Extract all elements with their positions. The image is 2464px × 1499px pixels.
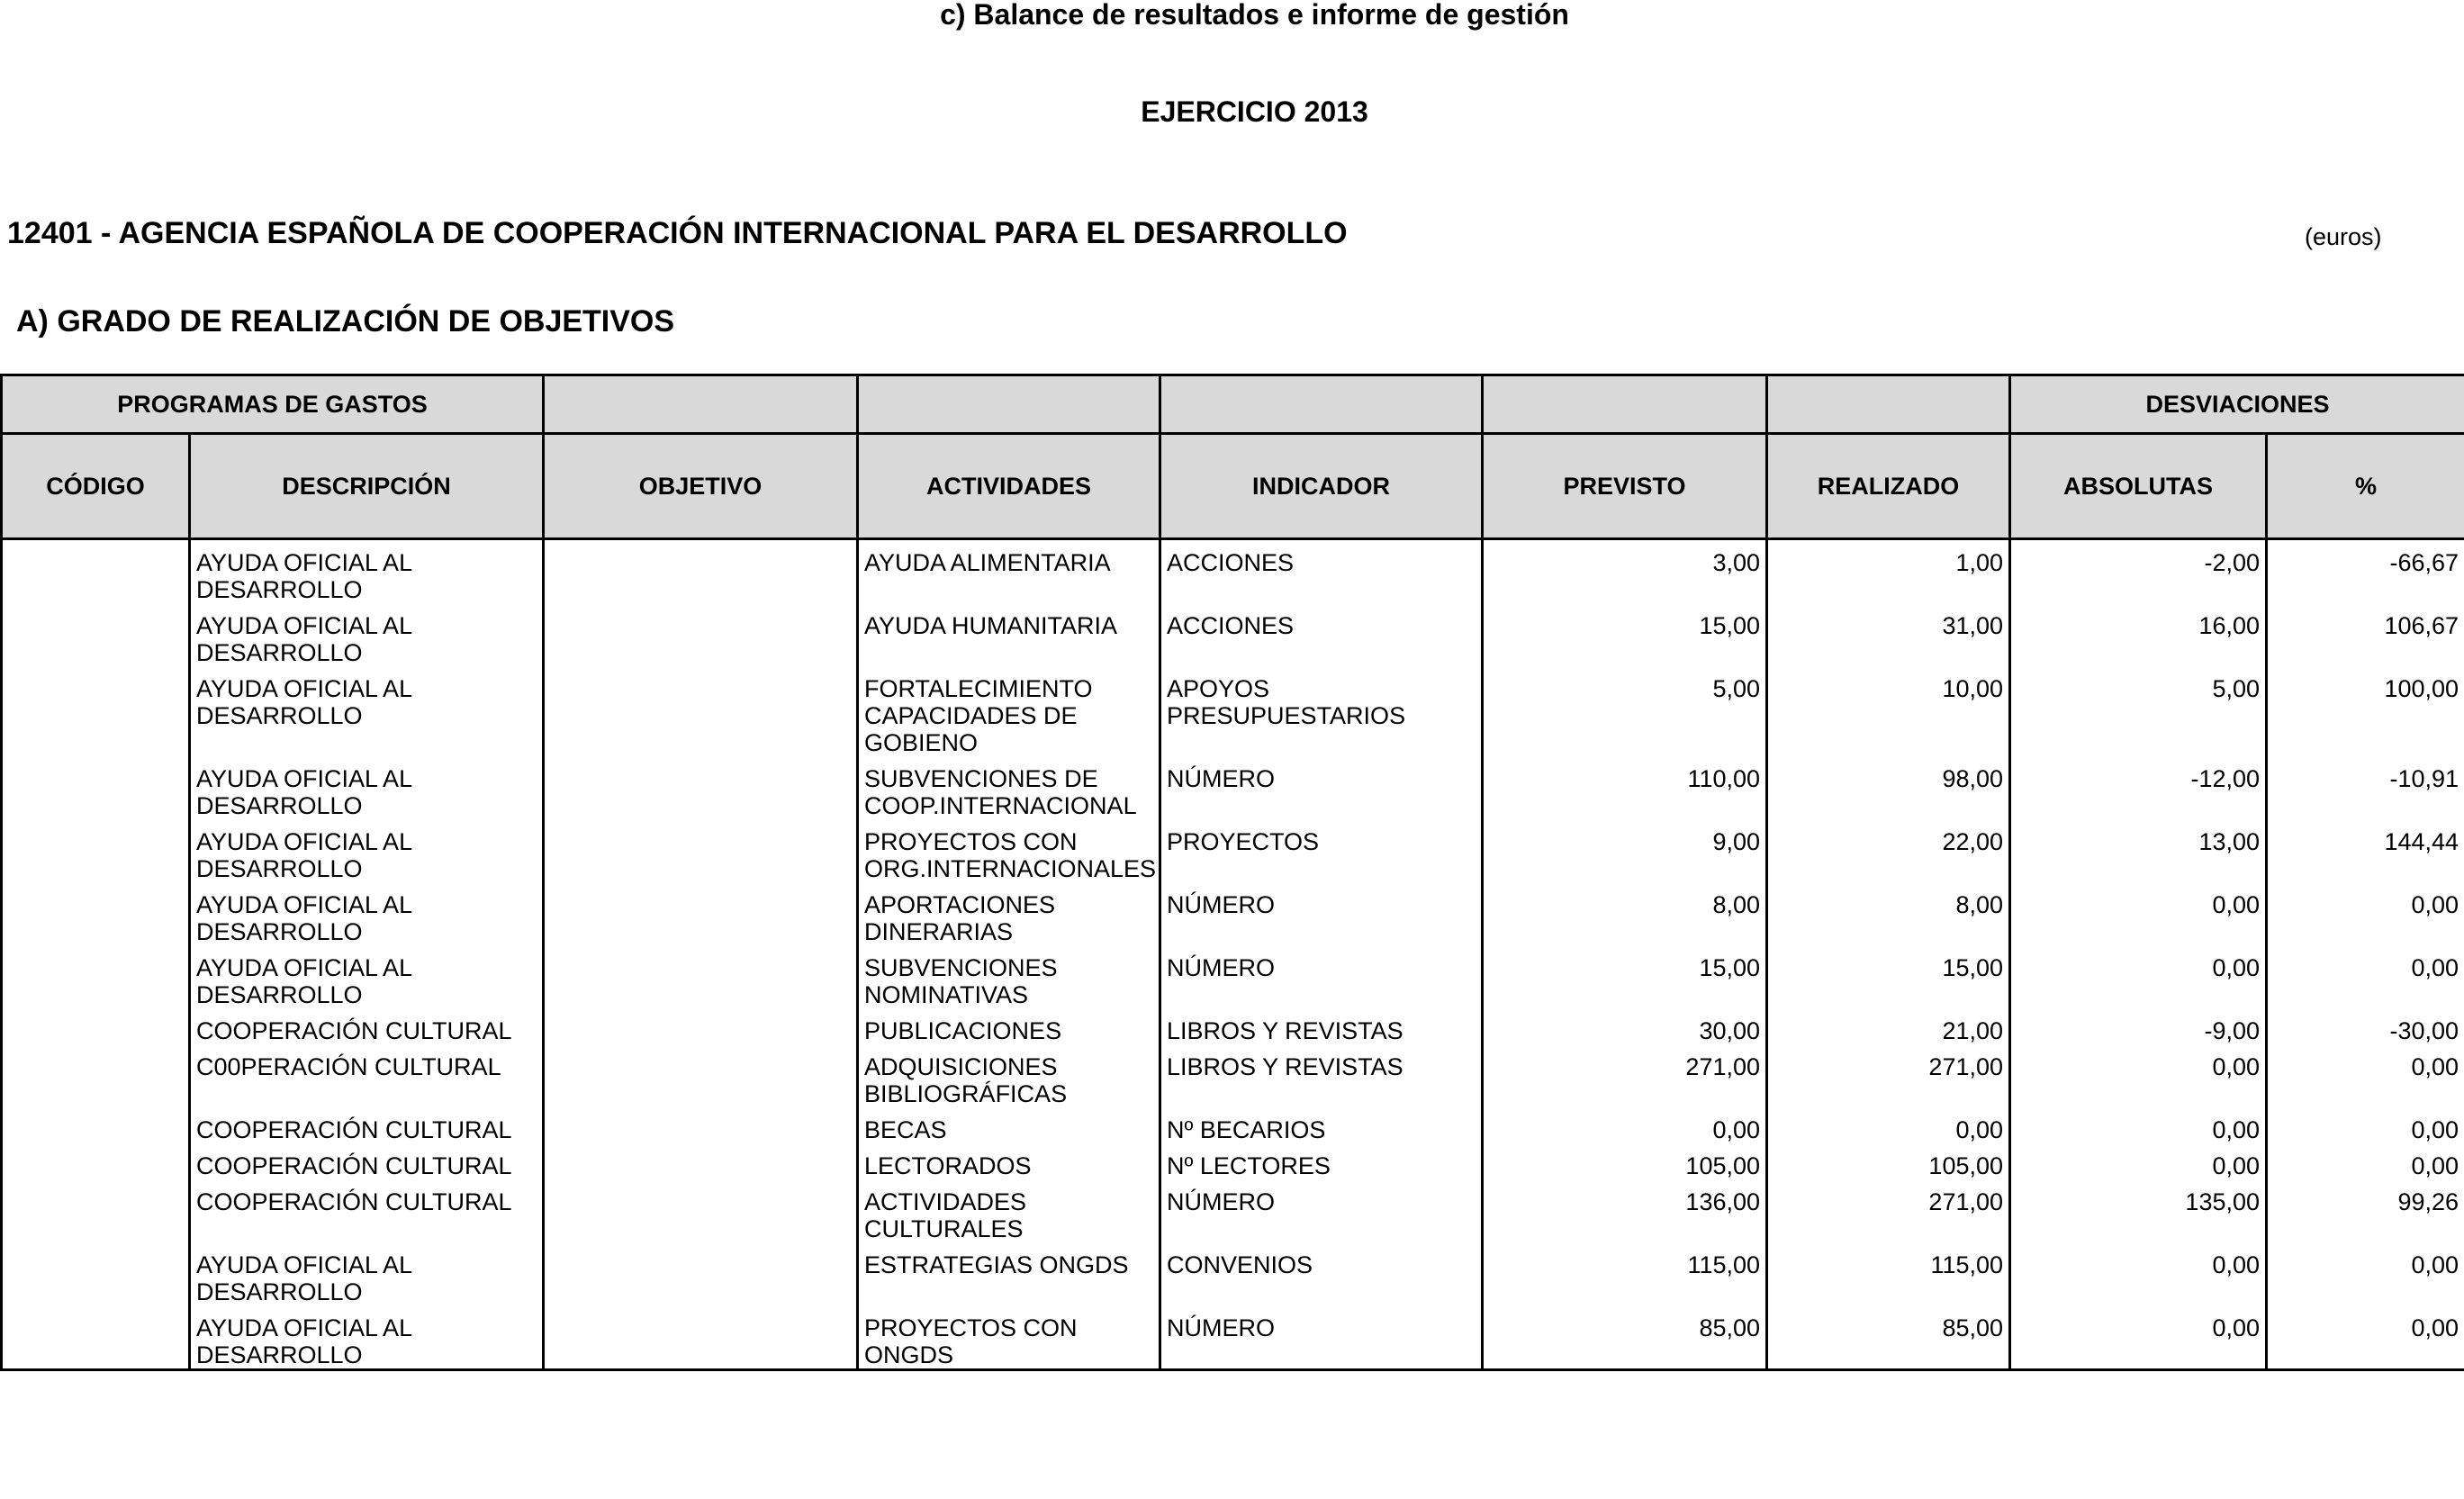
table-row: [2, 945, 2464, 1008]
fiscal-year-heading: EJERCICIO 2013: [1141, 95, 1368, 128]
cell-realizado: 15,00: [1767, 945, 2010, 1008]
table-row: [2, 1044, 2464, 1107]
cell-codigo: [2, 1305, 190, 1370]
cell-objetivo: [544, 666, 858, 756]
cell-codigo: [2, 1044, 190, 1107]
column-header-percent: %: [2267, 434, 2464, 539]
cell-descripcion: AYUDA OFICIAL AL DESARROLLO: [190, 1242, 544, 1305]
cell-objetivo: [544, 1242, 858, 1305]
cell-descripcion: AYUDA OFICIAL AL DESARROLLO: [190, 539, 544, 604]
cell-previsto: 85,00: [1483, 1305, 1767, 1370]
cell-indicador: NÚMERO: [1160, 945, 1483, 1008]
cell-descripcion: AYUDA OFICIAL AL DESARROLLO: [190, 666, 544, 756]
cell-indicador: NÚMERO: [1160, 756, 1483, 819]
cell-objetivo: [544, 756, 858, 819]
cell-codigo: [2, 1107, 190, 1143]
cell-actividades: SUBVENCIONES DE COOP.INTERNACIONAL: [858, 756, 1160, 819]
cell-actividades: ADQUISICIONES BIBLIOGRÁFICAS: [858, 1044, 1160, 1107]
cell-absolutas: 0,00: [2010, 1044, 2267, 1107]
cell-descripcion: COOPERACIÓN CULTURAL: [190, 1179, 544, 1242]
cell-codigo: [2, 603, 190, 666]
cell-previsto: 110,00: [1483, 756, 1767, 819]
cell-codigo: [2, 1179, 190, 1242]
table-row: [2, 1107, 2464, 1143]
cell-objetivo: [544, 1008, 858, 1044]
cell-previsto: 271,00: [1483, 1044, 1767, 1107]
cell-previsto: 136,00: [1483, 1179, 1767, 1242]
cell-absolutas: 0,00: [2010, 1107, 2267, 1143]
cell-objetivo: [544, 1143, 858, 1179]
section-heading: A) GRADO DE REALIZACIÓN DE OBJETIVOS: [16, 304, 675, 339]
cell-codigo: [2, 756, 190, 819]
table-row: [2, 1143, 2464, 1179]
entity-heading: 12401 - AGENCIA ESPAÑOLA DE COOPERACIÓN INTERNACIONAL PARA EL DESARROLLO: [7, 216, 1348, 250]
column-header-actividades: ACTIVIDADES: [858, 434, 1160, 539]
cell-pct: 0,00: [2267, 1305, 2464, 1370]
empty-group-header: [1160, 375, 1483, 434]
cell-actividades: ACTIVIDADES CULTURALES: [858, 1179, 1160, 1242]
cell-codigo: [2, 1008, 190, 1044]
cell-indicador: Nº BECARIOS: [1160, 1107, 1483, 1143]
cell-objetivo: [544, 1107, 858, 1143]
table-row: [2, 666, 2464, 756]
cell-descripcion: AYUDA OFICIAL AL DESARROLLO: [190, 882, 544, 945]
cell-pct: 99,26: [2267, 1179, 2464, 1242]
cell-realizado: 31,00: [1767, 603, 2010, 666]
cell-pct: 0,00: [2267, 1044, 2464, 1107]
cell-indicador: ACCIONES: [1160, 603, 1483, 666]
column-header-previsto: PREVISTO: [1483, 434, 1767, 539]
cell-indicador: Nº LECTORES: [1160, 1143, 1483, 1179]
cell-actividades: PUBLICACIONES: [858, 1008, 1160, 1044]
cell-previsto: 5,00: [1483, 666, 1767, 756]
column-header-objetivo: OBJETIVO: [544, 434, 858, 539]
cell-actividades: APORTACIONES DINERARIAS: [858, 882, 1160, 945]
cell-absolutas: 0,00: [2010, 1242, 2267, 1305]
cell-realizado: 21,00: [1767, 1008, 2010, 1044]
cell-pct: 0,00: [2267, 1242, 2464, 1305]
cell-absolutas: 135,00: [2010, 1179, 2267, 1242]
table-row: [2, 882, 2464, 945]
cell-actividades: PROYECTOS CON ORG.INTERNACIONALES: [858, 819, 1160, 882]
cell-codigo: [2, 1143, 190, 1179]
cell-realizado: 115,00: [1767, 1242, 2010, 1305]
cell-pct: -30,00: [2267, 1008, 2464, 1044]
cell-codigo: [2, 539, 190, 604]
cell-indicador: CONVENIOS: [1160, 1242, 1483, 1305]
cell-objetivo: [544, 1305, 858, 1370]
document-title: c) Balance de resultados e informe de gestión: [940, 0, 1569, 31]
cell-absolutas: 0,00: [2010, 882, 2267, 945]
cell-realizado: 22,00: [1767, 819, 2010, 882]
cell-codigo: [2, 945, 190, 1008]
cell-codigo: [2, 666, 190, 756]
column-header-realizado: REALIZADO: [1767, 434, 2010, 539]
cell-pct: -10,91: [2267, 756, 2464, 819]
cell-descripcion: AYUDA OFICIAL AL DESARROLLO: [190, 945, 544, 1008]
empty-group-header: [1483, 375, 1767, 434]
cell-indicador: NÚMERO: [1160, 882, 1483, 945]
cell-indicador: NÚMERO: [1160, 1305, 1483, 1370]
cell-absolutas: -2,00: [2010, 539, 2267, 604]
cell-realizado: 8,00: [1767, 882, 2010, 945]
table-row: [2, 1008, 2464, 1044]
cell-realizado: 1,00: [1767, 539, 2010, 604]
cell-previsto: 115,00: [1483, 1242, 1767, 1305]
cell-indicador: LIBROS Y REVISTAS: [1160, 1008, 1483, 1044]
cell-descripcion: AYUDA OFICIAL AL DESARROLLO: [190, 1305, 544, 1370]
column-header-descripcion: DESCRIPCIÓN: [190, 434, 544, 539]
cell-pct: 0,00: [2267, 1143, 2464, 1179]
cell-objetivo: [544, 603, 858, 666]
table-row: [2, 1305, 2464, 1370]
cell-actividades: AYUDA ALIMENTARIA: [858, 539, 1160, 604]
cell-pct: 0,00: [2267, 882, 2464, 945]
table-row: [2, 1179, 2464, 1242]
cell-previsto: 0,00: [1483, 1107, 1767, 1143]
programas-group-header: PROGRAMAS DE GASTOS: [2, 375, 544, 434]
cell-descripcion: COOPERACIÓN CULTURAL: [190, 1107, 544, 1143]
cell-absolutas: 5,00: [2010, 666, 2267, 756]
table-row: [2, 756, 2464, 819]
cell-realizado: 105,00: [1767, 1143, 2010, 1179]
cell-absolutas: -12,00: [2010, 756, 2267, 819]
desviaciones-group-header: DESVIACIONES: [2010, 375, 2464, 434]
cell-actividades: ESTRATEGIAS ONGDS: [858, 1242, 1160, 1305]
cell-codigo: [2, 882, 190, 945]
empty-group-header: [1767, 375, 2010, 434]
cell-realizado: 0,00: [1767, 1107, 2010, 1143]
empty-group-header: [858, 375, 1160, 434]
cell-descripcion: AYUDA OFICIAL AL DESARROLLO: [190, 603, 544, 666]
cell-previsto: 9,00: [1483, 819, 1767, 882]
table-row: [2, 603, 2464, 666]
group-header-row: [2, 375, 2464, 434]
cell-pct: -66,67: [2267, 539, 2464, 604]
cell-actividades: BECAS: [858, 1107, 1160, 1143]
empty-group-header: [544, 375, 858, 434]
column-header-row: [2, 434, 2464, 539]
cell-absolutas: 0,00: [2010, 1305, 2267, 1370]
currency-units-label: (euros): [2305, 223, 2382, 250]
column-header-codigo: CÓDIGO: [2, 434, 190, 539]
cell-previsto: 15,00: [1483, 603, 1767, 666]
cell-objetivo: [544, 1044, 858, 1107]
cell-absolutas: 0,00: [2010, 945, 2267, 1008]
cell-previsto: 105,00: [1483, 1143, 1767, 1179]
cell-absolutas: 13,00: [2010, 819, 2267, 882]
cell-indicador: ACCIONES: [1160, 539, 1483, 604]
cell-absolutas: 16,00: [2010, 603, 2267, 666]
cell-actividades: FORTALECIMIENTO CAPACIDADES DE GOBIENO: [858, 666, 1160, 756]
cell-realizado: 98,00: [1767, 756, 2010, 819]
cell-indicador: APOYOS PRESUPUESTARIOS: [1160, 666, 1483, 756]
cell-pct: 100,00: [2267, 666, 2464, 756]
column-header-indicador: INDICADOR: [1160, 434, 1483, 539]
cell-realizado: 271,00: [1767, 1044, 2010, 1107]
cell-actividades: PROYECTOS CON ONGDS: [858, 1305, 1160, 1370]
cell-previsto: 8,00: [1483, 882, 1767, 945]
cell-descripcion: AYUDA OFICIAL AL DESARROLLO: [190, 756, 544, 819]
objectives-table: [0, 374, 2464, 1371]
cell-objetivo: [544, 945, 858, 1008]
cell-pct: 0,00: [2267, 945, 2464, 1008]
cell-descripcion: AYUDA OFICIAL AL DESARROLLO: [190, 819, 544, 882]
cell-previsto: 15,00: [1483, 945, 1767, 1008]
cell-objetivo: [544, 819, 858, 882]
cell-realizado: 271,00: [1767, 1179, 2010, 1242]
cell-codigo: [2, 1242, 190, 1305]
cell-actividades: SUBVENCIONES NOMINATIVAS: [858, 945, 1160, 1008]
cell-objetivo: [544, 539, 858, 604]
cell-actividades: AYUDA HUMANITARIA: [858, 603, 1160, 666]
cell-descripcion: COOPERACIÓN CULTURAL: [190, 1008, 544, 1044]
cell-pct: 106,67: [2267, 603, 2464, 666]
cell-objetivo: [544, 1179, 858, 1242]
cell-codigo: [2, 819, 190, 882]
cell-previsto: 30,00: [1483, 1008, 1767, 1044]
cell-descripcion: COOPERACIÓN CULTURAL: [190, 1143, 544, 1179]
table-row: [2, 819, 2464, 882]
cell-absolutas: 0,00: [2010, 1143, 2267, 1179]
cell-previsto: 3,00: [1483, 539, 1767, 604]
cell-indicador: NÚMERO: [1160, 1179, 1483, 1242]
cell-actividades: LECTORADOS: [858, 1143, 1160, 1179]
cell-pct: 144,44: [2267, 819, 2464, 882]
table-row: [2, 539, 2464, 604]
cell-indicador: LIBROS Y REVISTAS: [1160, 1044, 1483, 1107]
cell-realizado: 85,00: [1767, 1305, 2010, 1370]
cell-indicador: PROYECTOS: [1160, 819, 1483, 882]
table-body: [2, 539, 2464, 1370]
column-header-absolutas: ABSOLUTAS: [2010, 434, 2267, 539]
cell-descripcion: C00PERACIÓN CULTURAL: [190, 1044, 544, 1107]
cell-absolutas: -9,00: [2010, 1008, 2267, 1044]
table-row: [2, 1242, 2464, 1305]
cell-pct: 0,00: [2267, 1107, 2464, 1143]
cell-realizado: 10,00: [1767, 666, 2010, 756]
cell-objetivo: [544, 882, 858, 945]
